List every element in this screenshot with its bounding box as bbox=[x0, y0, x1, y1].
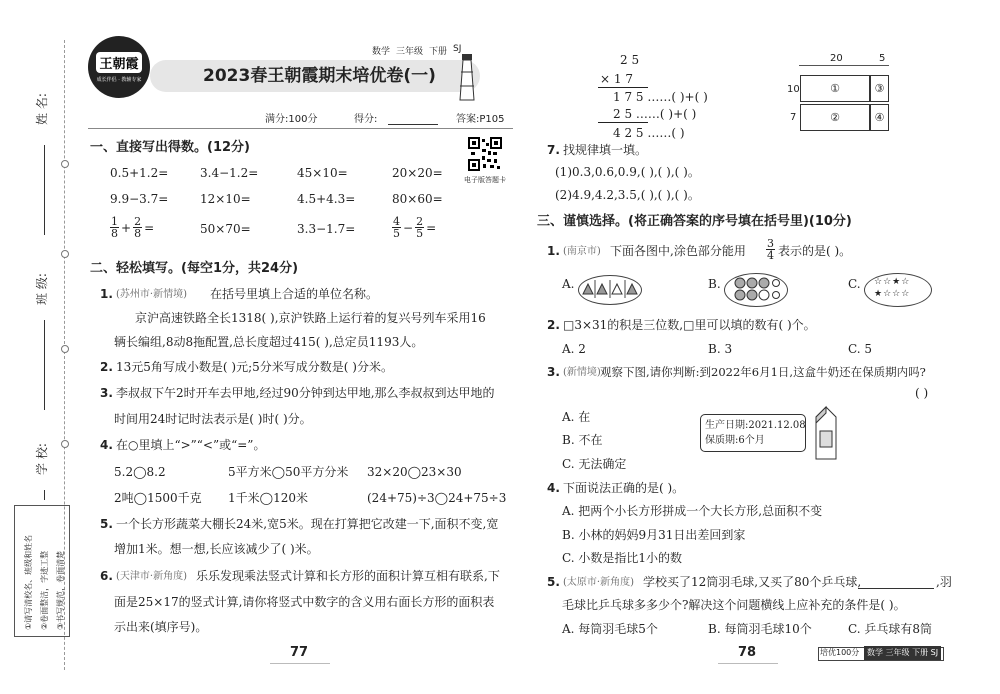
footer-tag: 培优100分 bbox=[820, 648, 860, 657]
c2-number: 2. bbox=[547, 318, 560, 332]
q2-number: 2. bbox=[100, 360, 113, 374]
c1-pre: 下面各图中,涂色部分能用 bbox=[610, 244, 746, 258]
q5-line1: 一个长方形蔬菜大棚长24米,宽5米。现在打算把它改建一下,面积不变,宽 bbox=[116, 517, 499, 531]
q3-line1: 李叔叔下午2时开车去甲地,经过90分钟到达甲地,那么李叔叔到达甲地的 bbox=[116, 386, 495, 400]
vert-row-5: 4 2 5 ……( ) bbox=[613, 126, 685, 140]
qr-caption: 电子版答题卡 bbox=[464, 176, 506, 184]
footer-info: 数学 三年级 下册 SJ bbox=[864, 646, 941, 660]
binding-strip bbox=[0, 0, 80, 694]
calc-3-4: $\frac{4}{5}$ − $\frac{2}{5}$ = bbox=[393, 215, 437, 240]
q4-item-5: 1千米◯120米 bbox=[228, 491, 308, 505]
c5-option-c: C. 乒乓球有8筒 bbox=[848, 622, 933, 636]
calc-3-2: 50×70= bbox=[200, 222, 251, 236]
full-marks: 满分:100分 bbox=[265, 114, 318, 125]
c1-fraction: $\frac{3}{4}$ bbox=[767, 237, 774, 262]
tag-grade: 三年级 bbox=[396, 47, 424, 57]
c3-option-a: A. 在 bbox=[562, 410, 591, 424]
c1-option-b: B. bbox=[708, 277, 721, 291]
c1-post: 表示的是( )。 bbox=[778, 244, 852, 258]
page-title: 2023春王朝霞期末培优卷(一) bbox=[203, 66, 436, 86]
q6-line1: 乐乐发现乘法竖式计算和长方形的面积计算互相有联系,下 bbox=[196, 569, 500, 583]
rect-label-top-right: 5 bbox=[879, 53, 886, 64]
c5-line2: 毛球比乒乓球多多少个?解决这个问题横线上应补充的条件是( )。 bbox=[562, 598, 906, 612]
c1-tag: (南京市) bbox=[563, 246, 601, 257]
c4-option-a: A. 把两个小长方形拼成一个大长方形,总面积不变 bbox=[562, 504, 823, 518]
q6-tag: (天津市·新角度) bbox=[116, 571, 187, 582]
calc-2-4: 80×60= bbox=[392, 192, 443, 206]
triangles-icon bbox=[581, 280, 639, 302]
q1-line2: 辆长编组,8动8拖配置,总长度超过415( ),总定员1193人。 bbox=[114, 335, 424, 349]
q7-line2: (2)4.9,4.2,3.5,( ),( ),( )。 bbox=[555, 188, 700, 202]
q7-line1: (1)0.3,0.6,0.9,( ),( ),( )。 bbox=[555, 165, 700, 179]
header-rule bbox=[88, 128, 513, 129]
q1-line1: 京沪高速铁路全长1318( ),京沪铁路上运行着的复兴号列车采用16 bbox=[135, 311, 486, 325]
tag-edition: SJ bbox=[453, 44, 462, 54]
q4-item-2: 5平方米◯50平方分米 bbox=[228, 465, 349, 479]
rect-top-dim bbox=[799, 65, 889, 66]
c3-tag: (新情境) bbox=[563, 367, 601, 378]
section-1-heading: 一、直接写出得数。(12分) bbox=[90, 140, 250, 155]
c3-paren: ( ) bbox=[915, 386, 929, 400]
q4-text: 在○里填上“>”“<”或“=”。 bbox=[116, 438, 266, 452]
q2-text: 13元5角写成小数是( )元;5分米写成分数是( )分米。 bbox=[116, 360, 393, 374]
q3-number: 3. bbox=[100, 386, 113, 400]
q5-line2: 增加1米。想一想,长应该减少了( )米。 bbox=[114, 542, 319, 556]
school-label: 学 校: bbox=[35, 443, 49, 475]
q6-line3: 示出来(填序号)。 bbox=[114, 620, 208, 634]
q6-number: 6. bbox=[100, 569, 113, 583]
milk-production-date: 生产日期:2021.12.08 bbox=[705, 420, 806, 431]
c4-option-c: C. 小数是指比1小的数 bbox=[562, 551, 683, 565]
c3-text: 观察下图,请你判断:到2022年6月1日,这盒牛奶还在保质期内吗? bbox=[600, 365, 926, 379]
calc-3-1: $\frac{1}{8}$ + $\frac{2}{8}$ = bbox=[111, 215, 155, 240]
q1-number: 1. bbox=[100, 287, 113, 301]
c5-option-a: A. 每筒羽毛球5个 bbox=[562, 622, 658, 636]
c5-line1: 学校买了12筒羽毛球,又买了80个乒乓球, bbox=[643, 575, 862, 589]
note-2: ②卷面整洁，字迹工整 bbox=[40, 550, 49, 630]
q7-number: 7. bbox=[547, 143, 560, 157]
vert-rule-1 bbox=[598, 87, 648, 88]
q4-number: 4. bbox=[100, 438, 113, 452]
q4-item-6: (24+75)÷3◯24+75÷3 bbox=[367, 491, 507, 505]
c4-text: 下面说法正确的是( )。 bbox=[563, 481, 685, 495]
c5-tag: (太原市·新角度) bbox=[563, 577, 634, 588]
rect-cell-2: ② bbox=[800, 104, 870, 131]
c2-option-a: A. 2 bbox=[562, 342, 586, 356]
milk-shelf-life: 保质期:6个月 bbox=[705, 435, 765, 446]
answer-ref: 答案:P105 bbox=[456, 114, 505, 125]
c4-option-b: B. 小林的妈妈9月31日出差回到家 bbox=[562, 528, 746, 542]
tag-subject: 数学 bbox=[372, 47, 391, 57]
calc-2-1: 9.9−3.7= bbox=[110, 192, 169, 206]
c3-option-c: C. 无法确定 bbox=[562, 457, 627, 471]
c2-option-b: B. 3 bbox=[708, 342, 733, 356]
rect-label-side-top: 10 bbox=[787, 84, 800, 95]
section-2-heading: 二、轻松填写。(每空1分，共24分) bbox=[90, 261, 299, 276]
c3-number: 3. bbox=[547, 365, 560, 379]
rect-label-top-left: 20 bbox=[830, 53, 843, 64]
c5-number: 5. bbox=[547, 575, 560, 589]
calc-1-3: 45×10= bbox=[297, 166, 348, 180]
vert-row-3: 1 7 5 ……( )+( ) bbox=[613, 90, 708, 104]
page-number-left: 77 bbox=[290, 645, 309, 660]
logo-text: 王朝霞 bbox=[96, 52, 141, 73]
q1-tag: (苏州市·新情境) bbox=[116, 289, 187, 300]
c1-option-c: C. bbox=[848, 277, 861, 291]
c2-text: □3×31的积是三位数,□里可以填的数有( )个。 bbox=[563, 318, 816, 332]
q4-item-4: 2吨◯1500千克 bbox=[114, 491, 202, 505]
q3-line2: 时间用24时记时法表示是( )时( )分。 bbox=[114, 412, 312, 426]
score-label: 得分: bbox=[354, 114, 378, 125]
rect-cell-4: ④ bbox=[870, 104, 889, 131]
logo bbox=[88, 36, 150, 98]
smiley-faces-icon bbox=[732, 276, 780, 306]
score-blank bbox=[388, 124, 438, 125]
q7-text: 找规律填一填。 bbox=[563, 143, 648, 157]
page-number-right: 78 bbox=[738, 645, 757, 660]
calc-1-4: 20×20= bbox=[392, 166, 443, 180]
calc-3-3: 3.3−1.7= bbox=[297, 222, 356, 236]
calc-1-2: 3.4−1.2= bbox=[200, 166, 259, 180]
c3-option-b: B. 不在 bbox=[562, 433, 603, 447]
c1-option-a: A. bbox=[562, 277, 575, 291]
logo-sub: 成长伴侣 · 教辅专家 bbox=[96, 76, 142, 83]
calc-2-3: 4.5+4.3= bbox=[297, 192, 356, 206]
rect-label-side-bottom: 7 bbox=[790, 112, 797, 123]
rect-cell-3: ③ bbox=[870, 75, 889, 102]
lighthouse-icon bbox=[455, 50, 479, 102]
c2-option-c: C. 5 bbox=[848, 342, 873, 356]
note-3: ③书写规范，卷面清楚 bbox=[56, 550, 65, 630]
c5-blank bbox=[858, 588, 934, 589]
vert-rule-2 bbox=[598, 122, 648, 123]
milk-carton-icon bbox=[812, 403, 840, 465]
vert-row-2: × 1 7 bbox=[600, 72, 633, 86]
vert-row-4: 2 5 ……( )+( ) bbox=[613, 107, 697, 121]
c5-line1-end: ,羽 bbox=[936, 575, 952, 589]
note-1: ①请写清校名、班级和姓名 bbox=[24, 534, 33, 630]
vert-row-1: 2 5 bbox=[620, 53, 640, 67]
rect-cell-1: ① bbox=[800, 75, 870, 102]
c4-number: 4. bbox=[547, 481, 560, 495]
q5-number: 5. bbox=[100, 517, 113, 531]
header-tags bbox=[372, 44, 461, 57]
c5-option-b: B. 每筒羽毛球10个 bbox=[708, 622, 812, 636]
calc-1-1: 0.5+1.2= bbox=[110, 166, 169, 180]
tag-volume: 下册 bbox=[429, 47, 448, 57]
calc-2-2: 12×10= bbox=[200, 192, 251, 206]
name-label: 姓 名: bbox=[35, 93, 49, 125]
class-label: 班 级: bbox=[35, 273, 49, 305]
q4-item-1: 5.2◯8.2 bbox=[114, 465, 166, 479]
section-3-heading: 三、谨慎选择。(将正确答案的序号填在括号里)(10分) bbox=[537, 214, 852, 229]
q6-line2: 面是25×17的竖式计算,请你将竖式中数字的含义用右面长方形的面积表 bbox=[114, 595, 495, 609]
q4-item-3: 32×20◯23×30 bbox=[367, 465, 462, 479]
stars-icon: ☆☆★☆ ★☆☆☆ bbox=[874, 277, 911, 299]
qr-code-icon bbox=[468, 137, 502, 171]
q1-text: 在括号里填上合适的单位名称。 bbox=[210, 287, 379, 301]
c1-number: 1. bbox=[547, 244, 560, 258]
